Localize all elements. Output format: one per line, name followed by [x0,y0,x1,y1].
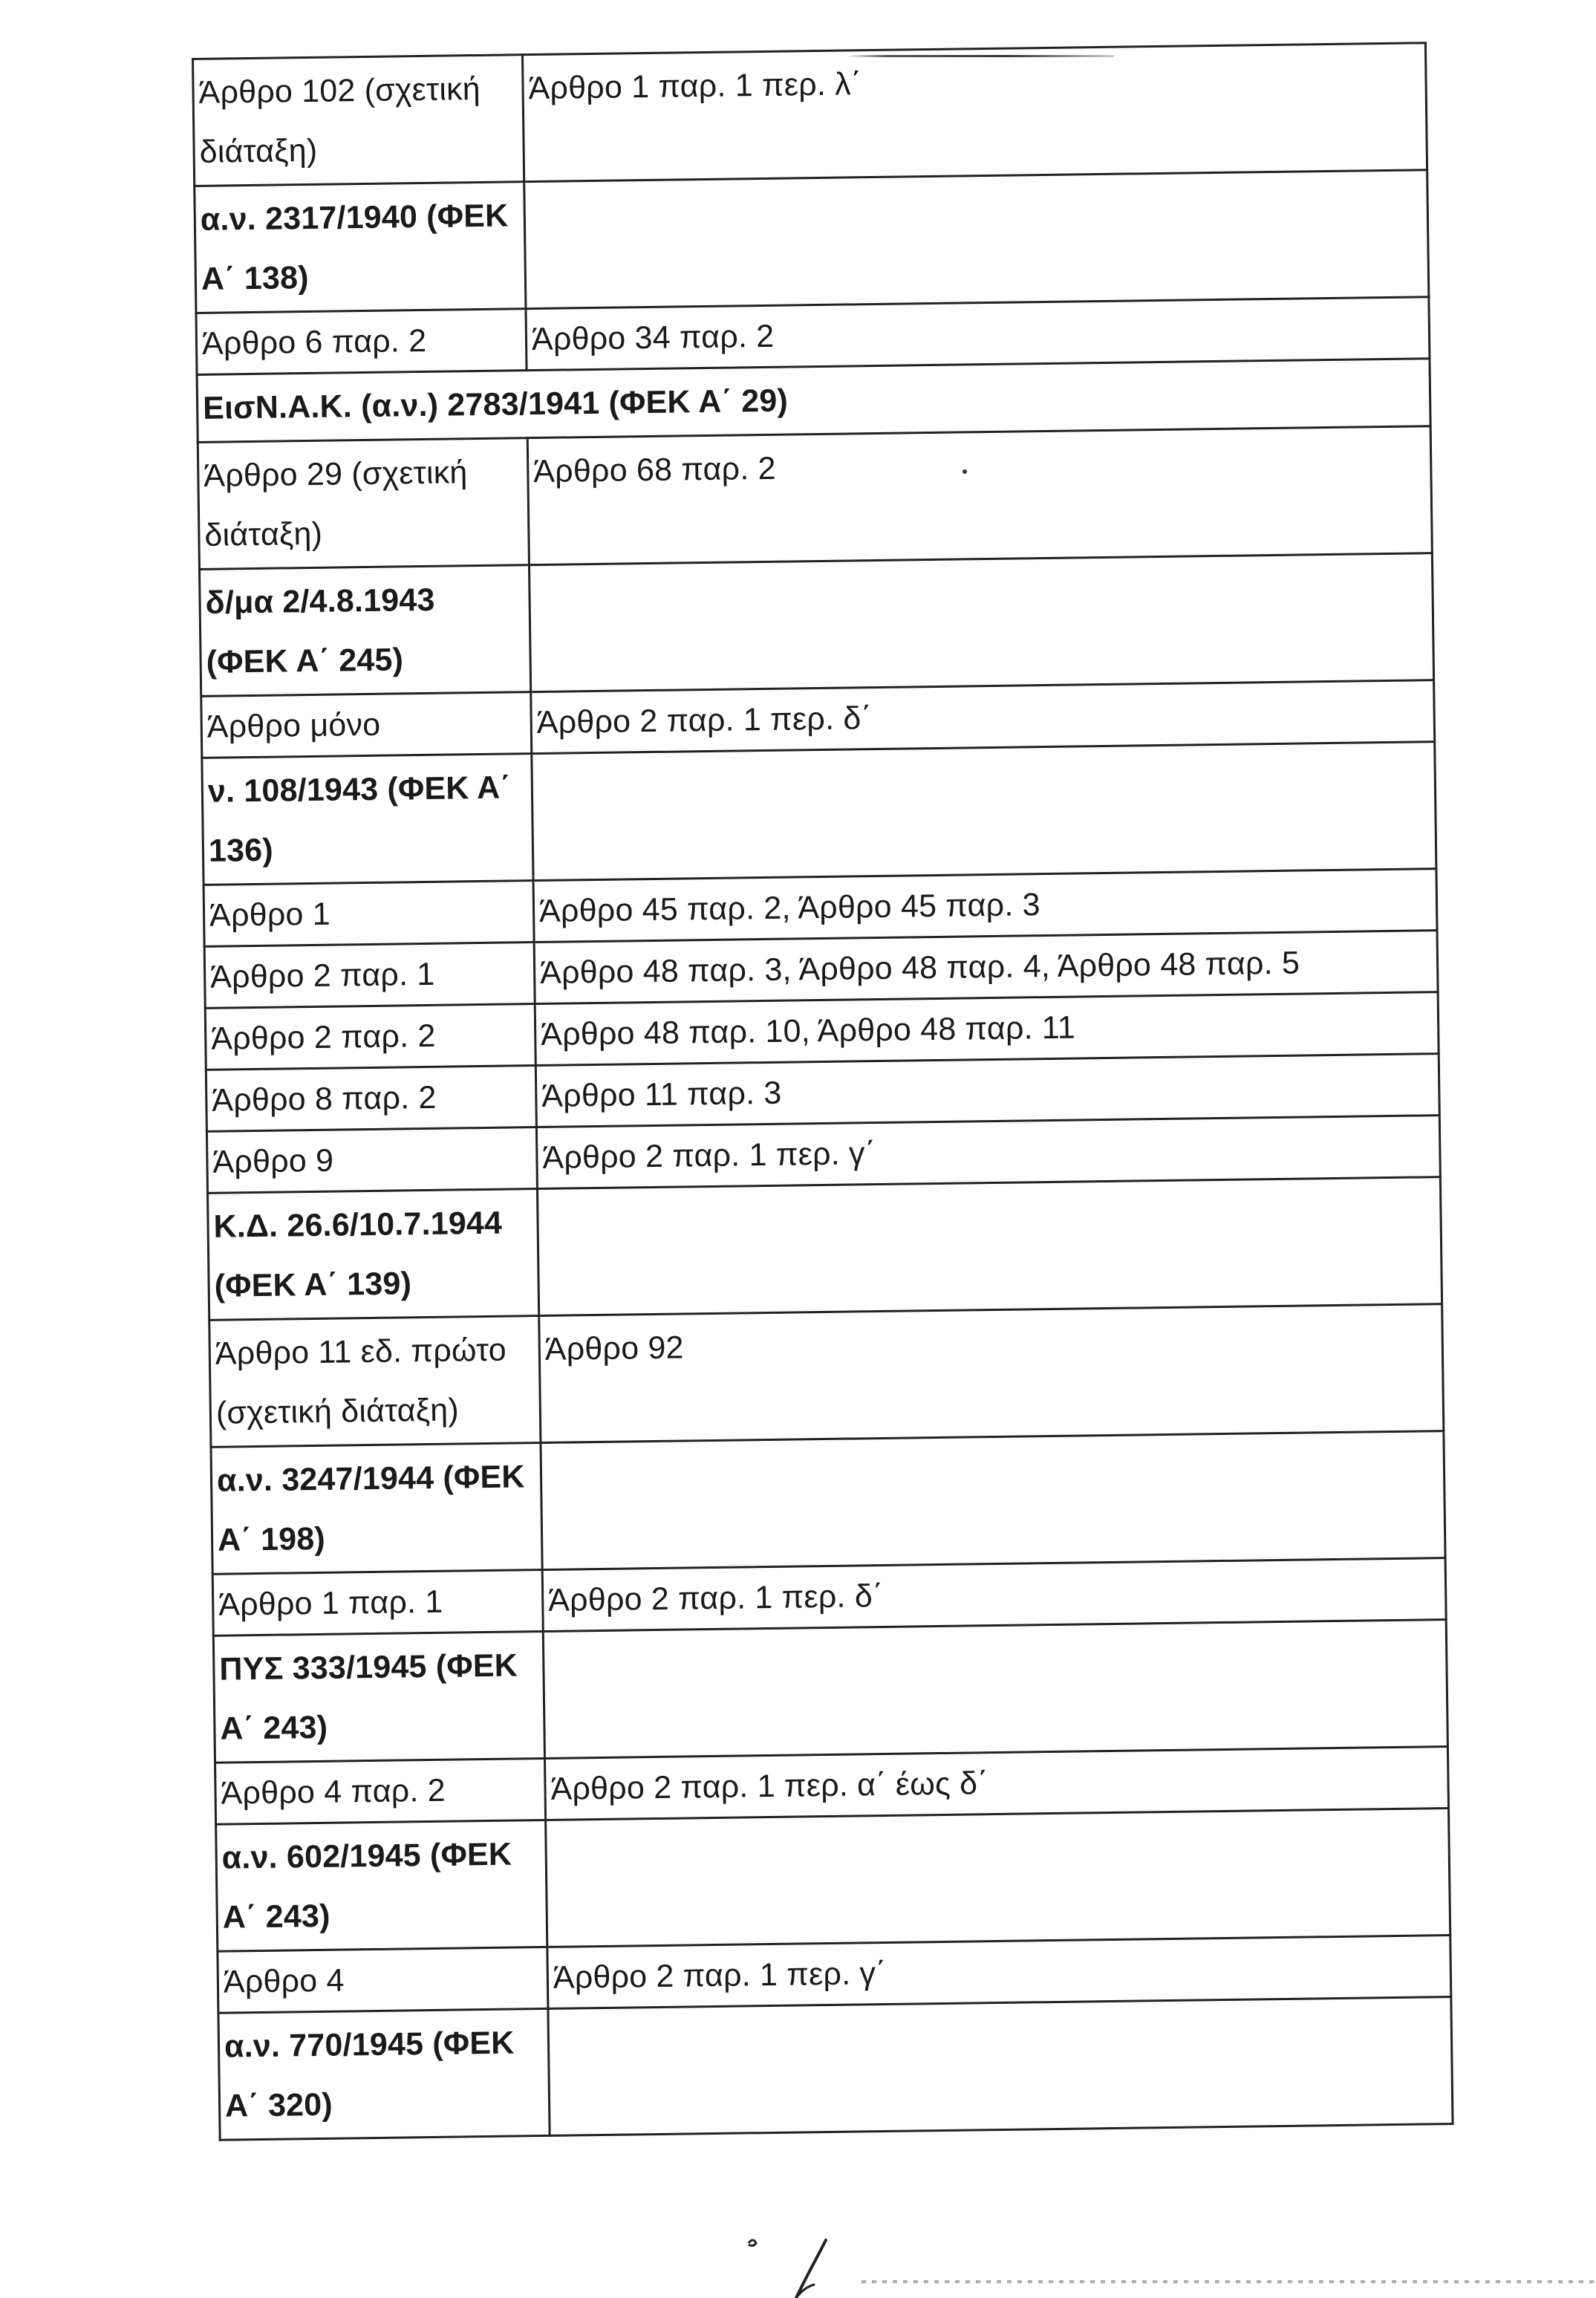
law-heading-row [216,1809,1450,1952]
old-provision-cell: Άρθρο 11 εδ. πρώτο (σχετική διάταξη) [209,1316,541,1448]
new-provision-cell: Άρθρο 92 [539,1304,1444,1443]
new-provision-cell: Άρθρο 2 παρ. 1 περ. α΄ έως δ΄ [545,1747,1449,1820]
signature-stroke-main [796,2240,826,2298]
empty-cell [543,1620,1447,1759]
law-heading-row [208,1177,1442,1321]
old-provision-cell: Άρθρο 29 (σχετική διάταξη) [198,438,529,570]
table-row [209,1304,1444,1448]
law-heading-row [213,1620,1447,1763]
empty-cell [532,742,1436,881]
old-provision-cell: Άρθρο 1 [203,881,534,947]
empty-cell [537,1177,1442,1316]
new-provision-cell: Άρθρο 48 παρ. 3, Άρθρο 48 παρ. 4, Άρθρο 48 παρ. 5 [534,931,1438,1004]
old-provision-cell: Άρθρο 9 [206,1127,537,1194]
handwritten-signature [713,2221,1596,2298]
new-provision-cell: Άρθρο 2 παρ. 1 περ. δ΄ [531,680,1435,754]
law-title-cell: α.ν. 770/1945 (ΦΕΚ Α΄ 320) [218,2008,550,2140]
table-row [198,426,1432,570]
law-heading-row [202,742,1436,885]
empty-cell [546,1809,1450,1947]
law-heading-row [218,1997,1453,2141]
signature-stroke-dot [749,2240,756,2246]
old-provision-cell: Άρθρο 2 παρ. 1 [204,943,535,1009]
new-provision-cell: Άρθρο 45 παρ. 2, Άρθρο 45 παρ. 3 [533,869,1437,943]
old-provision-cell: Άρθρο 2 παρ. 2 [205,1004,535,1070]
new-provision-cell: Άρθρο 34 παρ. 2 [526,297,1430,371]
empty-cell [529,553,1433,692]
law-heading-row [200,553,1434,697]
old-provision-cell: Άρθρο 4 παρ. 2 [215,1758,546,1824]
old-provision-cell: Άρθρο 102 (σχετική διάταξη) [193,55,524,186]
empty-cell [524,170,1429,309]
cross-reference-table-wrapper [192,42,1452,2141]
new-provision-cell: Άρθρο 2 παρ. 1 περ. γ΄ [536,1116,1440,1189]
signature-dotted-line [861,2280,1596,2283]
new-provision-cell: Άρθρο 68 παρ. 2 [527,426,1432,565]
old-provision-cell: Άρθρο 6 παρ. 2 [196,309,527,375]
new-provision-cell: Άρθρο 1 παρ. 1 περ. λ΄ [522,43,1427,182]
law-title-cell: α.ν. 3247/1944 (ΦΕΚ Α΄ 198) [211,1443,542,1575]
old-provision-cell: Άρθρο 1 παρ. 1 [212,1569,543,1635]
old-provision-cell: Άρθρο μόνο [201,692,532,758]
new-provision-cell: Άρθρο 2 παρ. 1 περ. δ΄ [542,1558,1446,1632]
old-provision-cell: Άρθρο 4 [218,1947,548,2013]
new-provision-cell: Άρθρο 11 παρ. 3 [535,1054,1439,1127]
law-title-cell: ν. 108/1943 (ΦΕΚ Α΄ 136) [202,754,533,885]
empty-cell [541,1431,1445,1570]
law-heading-row [211,1431,1445,1575]
law-heading-row [195,170,1429,313]
new-provision-cell: Άρθρο 48 παρ. 10, Άρθρο 48 παρ. 11 [535,992,1439,1066]
table-row [193,43,1427,186]
cross-reference-table [192,42,1454,2141]
law-title-wide-cell: ΕισΝ.Α.Κ. (α.ν.) 2783/1941 (ΦΕΚ Α΄ 29) [197,359,1430,443]
law-title-cell: α.ν. 602/1945 (ΦΕΚ Α΄ 243) [216,1820,547,1951]
law-title-cell: α.ν. 2317/1940 (ΦΕΚ Α΄ 138) [195,182,526,313]
law-title-cell: δ/μα 2/4.8.1943 (ΦΕΚ Α΄ 245) [200,565,531,697]
old-provision-cell: Άρθρο 8 παρ. 2 [206,1066,536,1132]
law-title-cell: ΠΥΣ 333/1945 (ΦΕΚ Α΄ 243) [213,1631,544,1762]
empty-cell [548,1997,1453,2136]
law-title-cell: Κ.Δ. 26.6/10.7.1944 (ΦΕΚ Α΄ 139) [208,1189,539,1321]
new-provision-cell: Άρθρο 2 παρ. 1 περ. γ΄ [547,1936,1451,2009]
